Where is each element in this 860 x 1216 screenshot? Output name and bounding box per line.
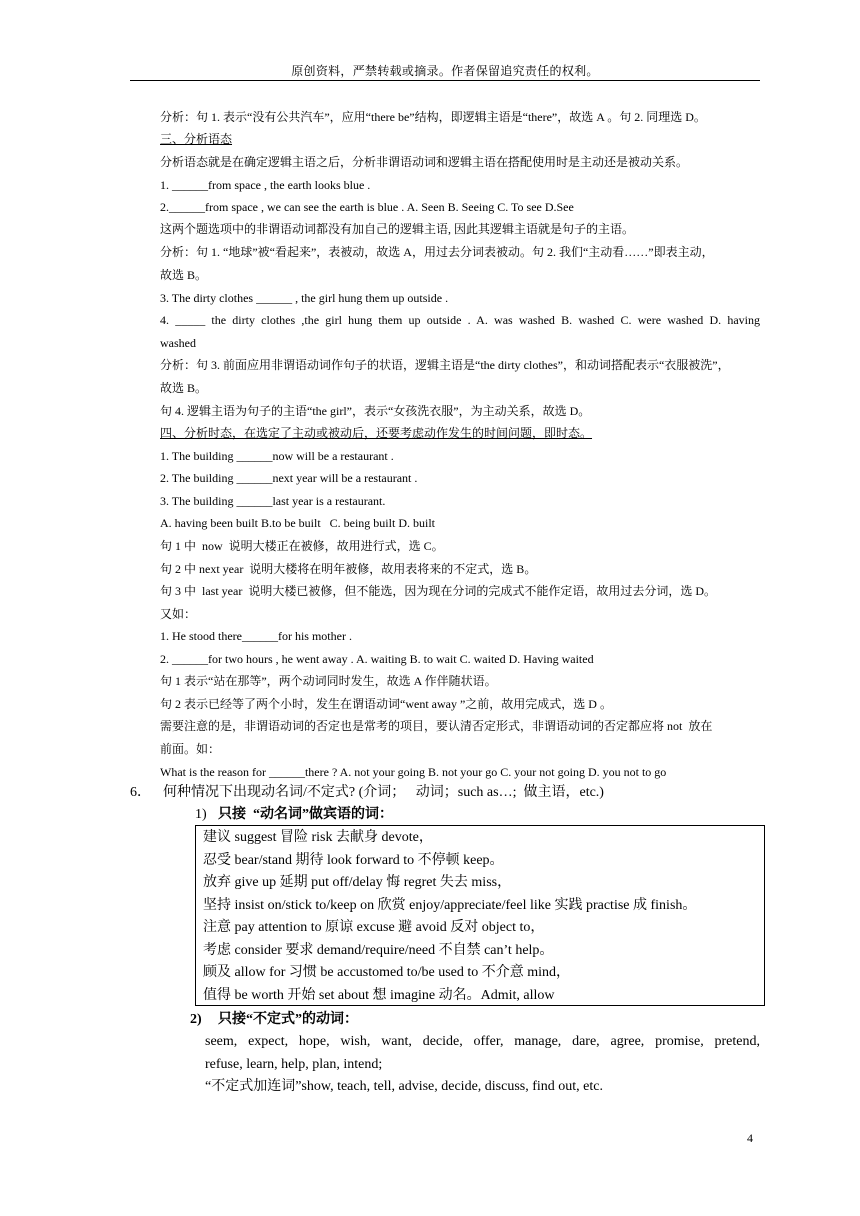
analysis-line: 句 1 中 now 说明大楼正在被修，故用进行式，选 C。 (160, 539, 444, 553)
section-6-number: 6． (130, 785, 151, 800)
analysis-line: 句 1 表示“站在那等”，两个动词同时发生，故选 A 作伴随状语。 (160, 674, 497, 688)
analysis-line: 分析：句 1. 表示“没有公共汽车”，应用“there be”结构，即逻辑主语是“there”，故选 A 。句 2. 同理选 D。 (160, 110, 706, 124)
exercise-line: 1. The building ______now will be a restaurant . (160, 449, 394, 463)
section-6-title: 何种情况下出现动名词/不定式? (介词； 动词；such as…; 做主语，etc.) (163, 785, 604, 800)
analysis-line: 句 3 中 last year 说明大楼已被修，但不能选，因为现在分词的完成式不能作定语，故用过去分词，选 D。 (160, 584, 716, 598)
box-line: 考虑 consider 要求 demand/require/need 不自禁 can’t help。 (203, 943, 554, 958)
analysis-line: 分析：句 1. “地球”被“看起来”，表被动，故选 A，用过去分词表被动。句 2. 我们“主动看……”即表主动， (160, 245, 714, 259)
section-heading-tense: 四、分析时态，在选定了主动或被动后，还要考虑动作发生的时间问题，即时态。 (160, 426, 593, 440)
page-number: 4 (747, 1131, 753, 1145)
exercise-line: 2. ______for two hours , he went away . A. waiting B. to wait C. waited D. Having waited (160, 652, 594, 666)
subsection-1-title: 只接 “动名词”做宾语的词： (218, 807, 393, 822)
page-header: 原创资料，严禁转载或摘录。作者保留追究责任的权利。 (291, 64, 599, 78)
exercise-line: 1. He stood there______for his mother . (160, 629, 352, 643)
analysis-line: 句 2 表示已经等了两个小时，发生在谓语动词“went away ”之前，故用完成式，选 D 。 (160, 697, 612, 711)
box-line: 放弃 give up 延期 put off/delay 悔 regret 失去 miss， (203, 875, 512, 890)
analysis-line: 故选 B。 (160, 381, 208, 395)
analysis-line: 故选 B。 (160, 268, 208, 282)
section-heading-voice: 三、分析语态 (160, 132, 233, 146)
options-line: A. having been built B.to be built C. being built D. built (160, 516, 435, 530)
box-line: 建议 suggest 冒险 risk 去献身 devote， (203, 830, 433, 845)
analysis-line: 句 4. 逻辑主语为句子的主语“the girl”，表示“女孩洗衣服”，为主动关系，故选 D。 (160, 404, 591, 418)
analysis-line: 分析：句 3. 前面应用非谓语动词作句子的状语，逻辑主语是“the dirty clothes”，和动词搭配表示“衣服被洗”， (160, 358, 730, 372)
header-rule (130, 80, 760, 81)
infinitive-verbs-line: seem, expect, hope, wish, want, decide, offer, manage, dare, agree, promise, pretend, (205, 1034, 760, 1049)
body-line: 需要注意的是，非谓语动词的否定也是常考的项目，要认清否定形式，非谓语动词的否定都应将 not 放在 (160, 719, 713, 733)
exercise-line: 2. The building ______next year will be a restaurant . (160, 471, 418, 485)
exercise-line: 4. _____ the dirty clothes ,the girl hung them up outside . A. was washed B. washed C. were washed D. having (160, 313, 760, 327)
box-line: 值得 be worth 开始 set about 想 imagine 动名。Admit, allow (203, 988, 555, 1003)
body-line: 又如： (160, 607, 197, 621)
exercise-line: washed (160, 336, 196, 350)
box-line: 顾及 allow for 习惯 be accustomed to/be used to 不介意 mind， (203, 965, 571, 980)
analysis-line: 句 2 中 next year 说明大楼将在明年被修，故用表将来的不定式，选 B。 (160, 562, 537, 576)
box-line: 忍受 bear/stand 期待 look forward to 不停顿 keep。 (203, 853, 504, 868)
subsection-2-label: 2) (190, 1012, 202, 1027)
subsection-2-title: 只接“不定式”的动词： (218, 1012, 358, 1027)
body-line: 前面。如： (160, 742, 221, 756)
exercise-line: 1. ______from space , the earth looks blue . (160, 178, 371, 192)
body-line: 分析语态就是在确定逻辑主语之后，分析非谓语动词和逻辑主语在搭配使用时是主动还是被动关系。 (160, 155, 689, 169)
subsection-1-label: 1) (195, 807, 207, 822)
infinitive-conjunction-line: “不定式加连词”show, teach, tell, advise, decide, discuss, find out, etc. (205, 1079, 603, 1094)
exercise-line: 3. The dirty clothes ______ , the girl hung them up outside . (160, 291, 449, 305)
exercise-line: What is the reason for ______there ? A. not your going B. not your go C. your not going D. you not to go (160, 765, 667, 779)
body-line: 这两个题选项中的非谓语动词都没有加自己的逻辑主语, 因此其逻辑主语就是句子的主语。 (160, 222, 635, 236)
box-line: 注意 pay attention to 原谅 excuse 避 avoid 反对 object to， (203, 920, 545, 935)
exercise-line: 3. The building ______last year is a restaurant. (160, 494, 386, 508)
box-line: 坚持 insist on/stick to/keep on 欣赏 enjoy/appreciate/feel like 实践 practise 成 finish。 (203, 898, 697, 913)
exercise-line: 2.______from space , we can see the earth is blue . A. Seen B. Seeing C. To see D.See (160, 200, 574, 214)
infinitive-verbs-line: refuse, learn, help, plan, intend; (205, 1057, 383, 1072)
